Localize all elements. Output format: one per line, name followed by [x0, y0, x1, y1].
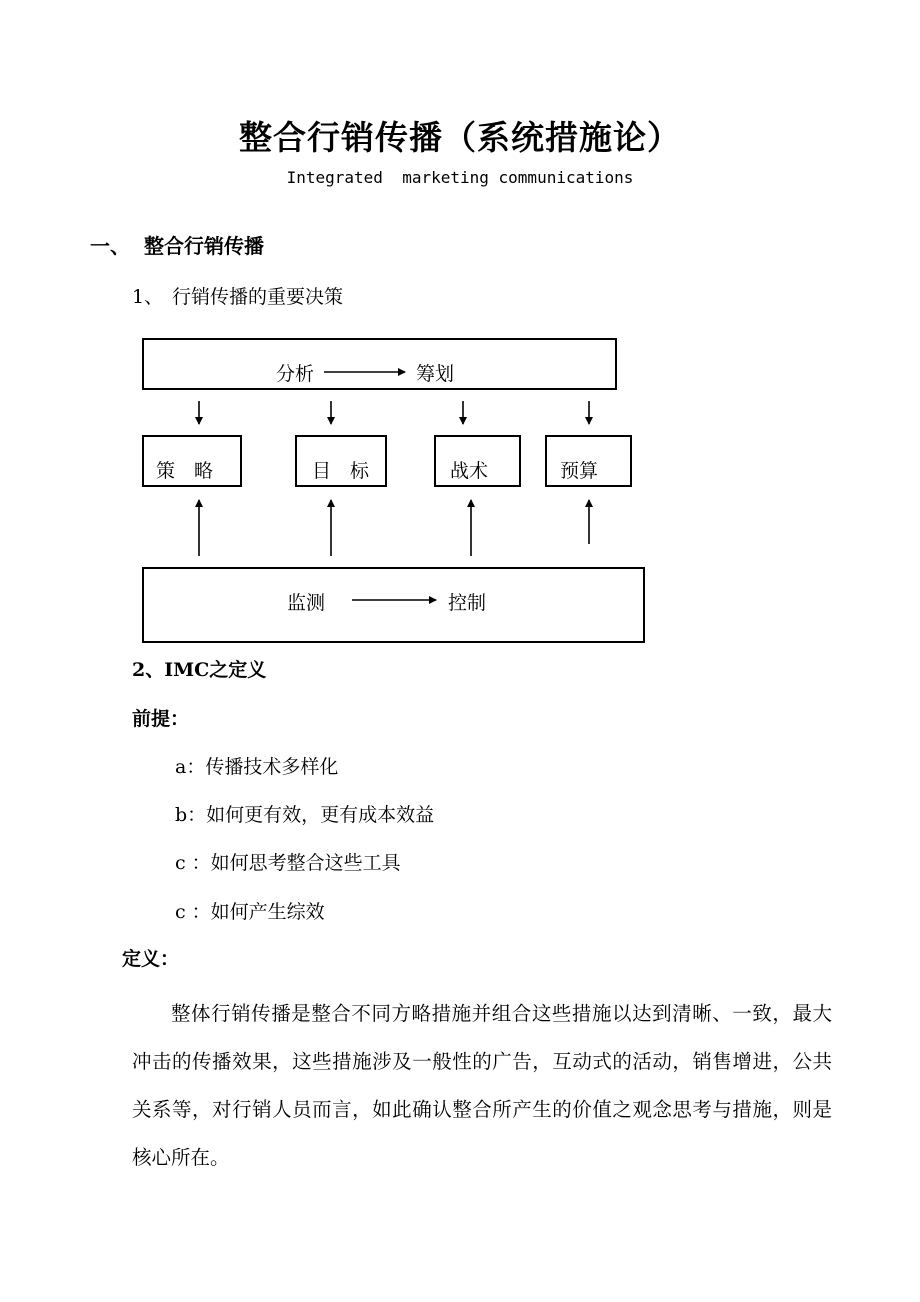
section-title: 整合行销传播 [144, 234, 264, 258]
subsection-number: 1、 [132, 286, 164, 308]
definition-heading: 定义： [122, 948, 180, 970]
premise-item: c ：如何产生综效 [175, 901, 325, 923]
tactics-label: 战术 [450, 460, 489, 482]
planning-label: 筹划 [416, 363, 455, 385]
section-number: 一、 [90, 234, 130, 258]
monitoring-label: 监测 [287, 592, 326, 614]
premise-item: a：传播技术多样化 [175, 756, 339, 778]
premise-item: c ：如何思考整合这些工具 [175, 852, 401, 874]
premise-heading: 前提： [132, 708, 190, 730]
premise-item: b：如何更有效，更有成本效益 [175, 804, 435, 826]
definition-paragraph: 整体行销传播是整合不同方略措施并组合这些措施以达到清晰、一致，最大冲击的传播效果，这些措施涉及一般性的广告，互动式的活动，销售增进，公共关系等，对行销人员而言，如此确认整合所产生的价值之观念思考与措施，则是核心所在。 [132, 1002, 832, 1169]
page-title: 整合行销传播（系统措施论） [239, 118, 681, 157]
objective-label: 目 标 [312, 460, 370, 482]
analysis-label: 分析 [276, 363, 315, 385]
strategy-label: 策 略 [156, 460, 214, 482]
budget-label: 预算 [560, 460, 599, 482]
imc-definition-heading: 2、IMC之定义 [132, 659, 267, 681]
page-subtitle: Integrated marketing communications [286, 168, 634, 187]
subsection-title: 行销传播的重要决策 [172, 286, 344, 308]
control-label: 控制 [448, 592, 487, 614]
